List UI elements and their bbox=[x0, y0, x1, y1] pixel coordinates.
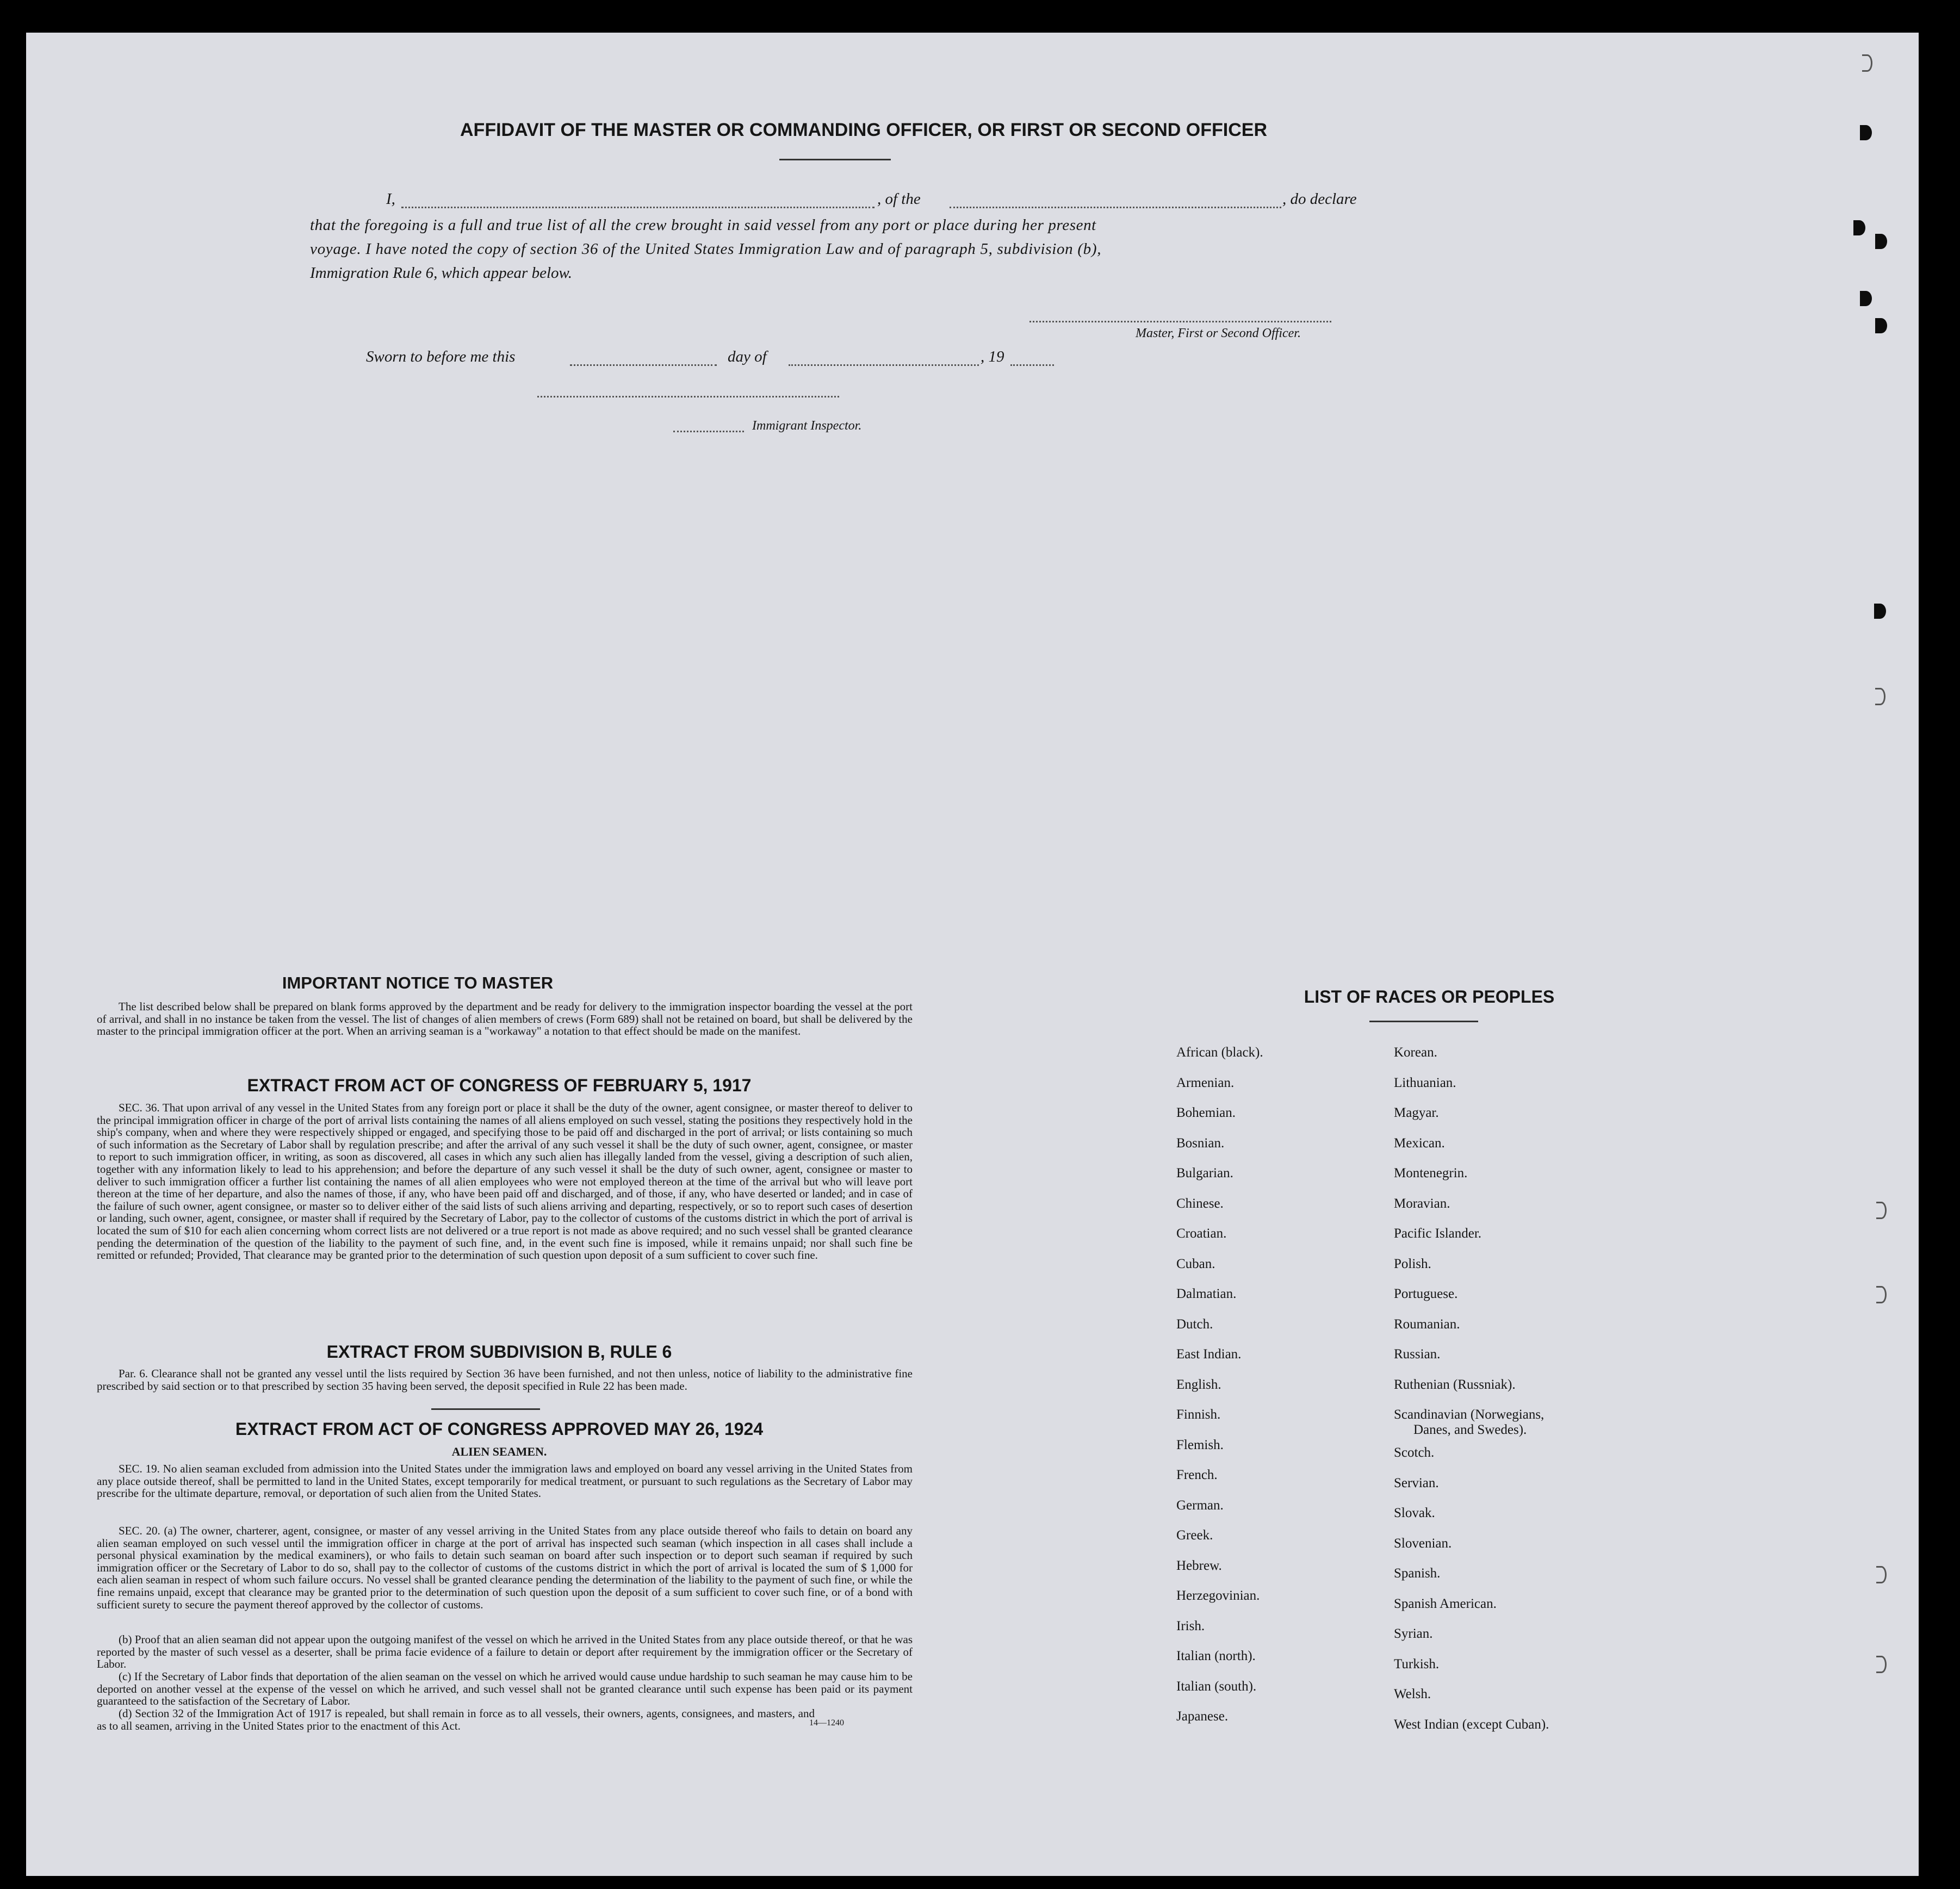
day-of-text: day of bbox=[728, 348, 767, 365]
race-item: Pacific Islander. bbox=[1394, 1226, 1482, 1241]
race-item: Bosnian. bbox=[1176, 1135, 1225, 1151]
binder-hole bbox=[1875, 234, 1887, 249]
notice-body: The list described below shall be prepared on blank forms approved by the department and be ready for delivery to the immigration inspector boarding the vessel at the port of arrival, and shall in no instance be taken from the vessel. The list of changes of alien members of crews (Form 689) shall not be retained on board, but shall be delivered by the master to the principal immigration officer at the port. When an arriving seaman is a "workaway" a notation to that effect should be made on the manifest. bbox=[97, 1000, 913, 1038]
inspector-label: Immigrant Inspector. bbox=[752, 419, 862, 433]
binder-hole bbox=[1876, 1202, 1887, 1219]
race-item: Cuban. bbox=[1176, 1256, 1215, 1271]
affidavit-line-2: that the foregoing is a full and true list of all the crew brought in said vessel from any port or place during her present bbox=[310, 216, 1096, 234]
races-rule bbox=[1369, 1021, 1478, 1022]
race-item: Syrian. bbox=[1394, 1626, 1433, 1641]
sec-20a: SEC. 20. (a) The owner, charterer, agent, consignee, or master of any vessel arriving in the United States from any place outside thereof who fails to detain on board any alien seaman employed on such vessel until the immigration officer in charge at the port of arrival has inspected such seaman (which inspection in all cases shall include a personal physical examination by the medical examiners), or who fails to detain such seaman on board after such inspection or to deport such seaman if required by such immigration officer or the Secretary of Labor to do so, shall pay to the collector of customs of the customs district in which the port of arrival is located the sum of $ 1,000 for each alien seaman in respect of whom such failure occurs. No vessel shall be granted clearance pending the determination of the liability to the payment of such fine, or while the fine remains unpaid, except that clearance may be granted prior to the determination of such question upon the deposit of a sum sufficient to cover such fine, or of a bond with sufficient surety to secure the payment thereof approved by the collector of customs. bbox=[97, 1524, 913, 1611]
form-number: 14—1240 bbox=[809, 1718, 844, 1728]
race-item: Dalmatian. bbox=[1176, 1287, 1237, 1301]
race-item: Korean. bbox=[1394, 1045, 1437, 1060]
race-item: Ruthenian (Russniak). bbox=[1394, 1377, 1516, 1392]
binder-hole bbox=[1875, 688, 1885, 705]
notice-title: IMPORTANT NOTICE TO MASTER bbox=[282, 973, 554, 992]
race-item: Servian. bbox=[1394, 1475, 1439, 1490]
affidavit-line-4: Immigration Rule 6, which appear below. bbox=[310, 264, 572, 282]
race-item: Flemish. bbox=[1176, 1437, 1224, 1452]
races-right-column bbox=[1394, 1037, 1549, 1739]
binder-hole bbox=[1876, 1656, 1887, 1673]
race-item: Italian (south). bbox=[1176, 1679, 1257, 1694]
subdivision-b-title: EXTRACT FROM SUBDIVISION B, RULE 6 bbox=[326, 1342, 672, 1362]
race-item: Chinese. bbox=[1176, 1196, 1224, 1211]
race-item: Mexican. bbox=[1394, 1135, 1445, 1151]
race-item: Scandinavian (Norwegians, bbox=[1394, 1407, 1545, 1422]
affidavit-i: I, bbox=[386, 190, 395, 208]
race-item: Scotch. bbox=[1394, 1445, 1435, 1460]
affidavit-of-the: , of the bbox=[877, 190, 921, 208]
vessel-blank[interactable] bbox=[950, 207, 1281, 208]
race-item: Croatian. bbox=[1176, 1226, 1227, 1241]
section-rule bbox=[431, 1408, 540, 1410]
race-item: East Indian. bbox=[1176, 1347, 1242, 1362]
sworn-text: Sworn to before me this bbox=[366, 348, 516, 365]
race-item: Russian. bbox=[1394, 1347, 1441, 1362]
affidavit-line-3: voyage. I have noted the copy of section 36 of the United States Immigration Law and of paragraph 5, subdivision (b), bbox=[310, 240, 1102, 258]
race-item: Italian (north). bbox=[1176, 1649, 1256, 1663]
binder-hole bbox=[1862, 54, 1872, 72]
race-item: Welsh. bbox=[1394, 1687, 1431, 1701]
race-item: Bohemian. bbox=[1176, 1105, 1236, 1120]
race-item: Portuguese. bbox=[1394, 1287, 1458, 1301]
month-blank[interactable] bbox=[789, 364, 979, 366]
extract-1917-title: EXTRACT FROM ACT OF CONGRESS OF FEBRUARY 5, 1917 bbox=[247, 1076, 752, 1095]
binder-hole bbox=[1853, 220, 1865, 235]
race-item: African (black). bbox=[1176, 1045, 1263, 1060]
year-blank[interactable] bbox=[1010, 364, 1054, 366]
day-blank[interactable] bbox=[570, 364, 717, 366]
race-item: Armenian. bbox=[1176, 1075, 1235, 1090]
race-item: English. bbox=[1176, 1377, 1221, 1392]
race-item: Japanese. bbox=[1176, 1709, 1229, 1724]
race-item: Roumanian. bbox=[1394, 1316, 1460, 1332]
races-title: LIST OF RACES OR PEOPLES bbox=[1304, 987, 1555, 1006]
title-rule bbox=[779, 159, 891, 160]
race-item: Finnish. bbox=[1176, 1407, 1221, 1422]
race-item: Polish. bbox=[1394, 1256, 1431, 1271]
name-blank[interactable] bbox=[401, 207, 874, 208]
extract-1924-subtitle: ALIEN SEAMEN. bbox=[451, 1445, 547, 1458]
race-item: Slovak. bbox=[1394, 1506, 1435, 1520]
master-signature-line[interactable] bbox=[1029, 321, 1331, 322]
race-item: West Indian (except Cuban). bbox=[1394, 1717, 1549, 1732]
races-left-column bbox=[1176, 1037, 1263, 1732]
race-item: Bulgarian. bbox=[1176, 1166, 1233, 1180]
race-item: Magyar. bbox=[1394, 1105, 1439, 1120]
inspector-short-line bbox=[673, 431, 744, 432]
year-text: , 19 bbox=[981, 348, 1004, 365]
race-item: Spanish. bbox=[1394, 1566, 1441, 1581]
race-item: Montenegrin. bbox=[1394, 1166, 1468, 1180]
race-item: Herzegovinian. bbox=[1176, 1588, 1260, 1603]
subdivision-b-body: Par. 6. Clearance shall not be granted any vessel until the lists required by Section 36 have been furnished, and not then unless, notice of liability to the administrative fine prescribed by said section or to that prescribed by section 35 having been served, the deposit specified in Rule 22 has been made. bbox=[97, 1367, 913, 1393]
binder-hole bbox=[1876, 1566, 1887, 1583]
race-item: Moravian. bbox=[1394, 1196, 1450, 1211]
binder-hole bbox=[1875, 318, 1887, 333]
affidavit-do-declare: , do declare bbox=[1282, 190, 1357, 208]
sec-20c: (c) If the Secretary of Labor finds that deportation of the alien seaman on the vessel on which he arrived would cause undue hardship to such seaman he may cause him to be deported on another vessel at the expense of the vessel on which he arrived, and such vessel shall not be granted clearance until such expense has been paid or its payment guaranteed to the satisfaction of the Secretary of Labor. bbox=[97, 1670, 913, 1708]
race-item: Hebrew. bbox=[1176, 1558, 1222, 1573]
race-item: Lithuanian. bbox=[1394, 1075, 1456, 1090]
extract-1917-body: SEC. 36. That upon arrival of any vessel in the United States from any foreign port or place it shall be the duty of the owner, agent consignee, or master thereof to deliver to the principal immigration officer in charge of the port of arrival lists containing the names of all aliens employed on such vessel, stating the positions they respectively hold in the ship's company, when and where they were respectively shipped or engaged, and specifying those to be paid off and discharged in the port of arrival; or lists containing so much of such information as the Secretary of Labor shall by regulation prescribe; and after the arrival of any such vessel it shall be the duty of such owner, agent, consignee, or master to report to such immigration officer, in writing, as soon as discovered, all cases in which any such alien has illegally landed from the vessel, giving a description of such alien, together with any information likely to lead to his apprehension; and before the departure of any such vessel it shall be the duty of such owner, agent, consignee or master to deliver to such immigration officer a further list containing the names of all alien employees who were not employed thereon at the time of the arrival but who will leave port thereon at the time of her departure, and also the names of those, if any, who have been paid off and discharged, and of those, if any, who have deserted or landed; and in case of the failure of such owner, agent consignee, or master so to deliver either of the said lists of such aliens arriving and departing, respectively, or so to report such cases of desertion or landing, such owner, agent, consignee, or master shall if required by the Secretary of Labor, pay to the collector of customs of the customs district in which the port of arrival is located the sum of $10 for each alien concerning whom correct lists are not delivered or a true report is not made as above required; and no such vessel shall be granted clearance pending the determination of the question of the liability to the payment of such fine, and, in the event such fine is imposed, while it remains unpaid; nor shall such fine be remitted or refunded; Provided, That clearance may be granted prior to the determination of such question upon deposit of a sum sufficient to cover such fine. bbox=[97, 1101, 913, 1262]
race-item: Irish. bbox=[1176, 1618, 1205, 1633]
binder-hole bbox=[1874, 604, 1886, 619]
race-item: Dutch. bbox=[1176, 1316, 1213, 1332]
extract-1924-title: EXTRACT FROM ACT OF CONGRESS APPROVED MAY 26, 1924 bbox=[235, 1419, 764, 1439]
sec-19: SEC. 19. No alien seaman excluded from admission into the United States under the immigration laws and employed on board any vessel arriving in the United States from any place outside thereof, shall be permitted to land in the United States, except temporarily for medical treatment, or pursuant to such regulations as the Secretary of Labor may prescribe for the ultimate departure, removal, or deportation of such alien from the United States. bbox=[97, 1462, 913, 1500]
race-item: Spanish American. bbox=[1394, 1596, 1497, 1611]
binder-hole bbox=[1876, 1286, 1887, 1303]
race-item: French. bbox=[1176, 1468, 1218, 1482]
binder-hole bbox=[1860, 125, 1872, 140]
affidavit-title: AFFIDAVIT OF THE MASTER OR COMMANDING OFFICER, OR FIRST OR SECOND OFFICER bbox=[460, 120, 1267, 140]
inspector-signature-line[interactable] bbox=[537, 396, 839, 397]
form-page bbox=[26, 33, 1919, 1876]
race-item: Greek. bbox=[1176, 1528, 1213, 1543]
sec-20b: (b) Proof that an alien seaman did not appear upon the outgoing manifest of the vessel on which he arrived in the United States from any place outside thereof, or that he was reported by the master of such vessel as a deserter, shall be prima facie evidence of a failure to detain or deport after requirement by the immigration officer or the Secretary of Labor. bbox=[97, 1633, 913, 1671]
sec-20d: (d) Section 32 of the Immigration Act of 1917 is repealed, but shall remain in force as to all vessels, their owners, agents, consignees, and masters, and as to all seamen, arriving in the United States prior to the enactment of this Act. bbox=[97, 1707, 815, 1732]
race-item: Turkish. bbox=[1394, 1656, 1440, 1671]
master-label: Master, First or Second Officer. bbox=[1136, 326, 1301, 340]
race-item: German. bbox=[1176, 1497, 1224, 1513]
race-item: Danes, and Swedes). bbox=[1413, 1422, 1527, 1437]
race-item: Slovenian. bbox=[1394, 1536, 1452, 1551]
binder-hole bbox=[1860, 291, 1872, 306]
